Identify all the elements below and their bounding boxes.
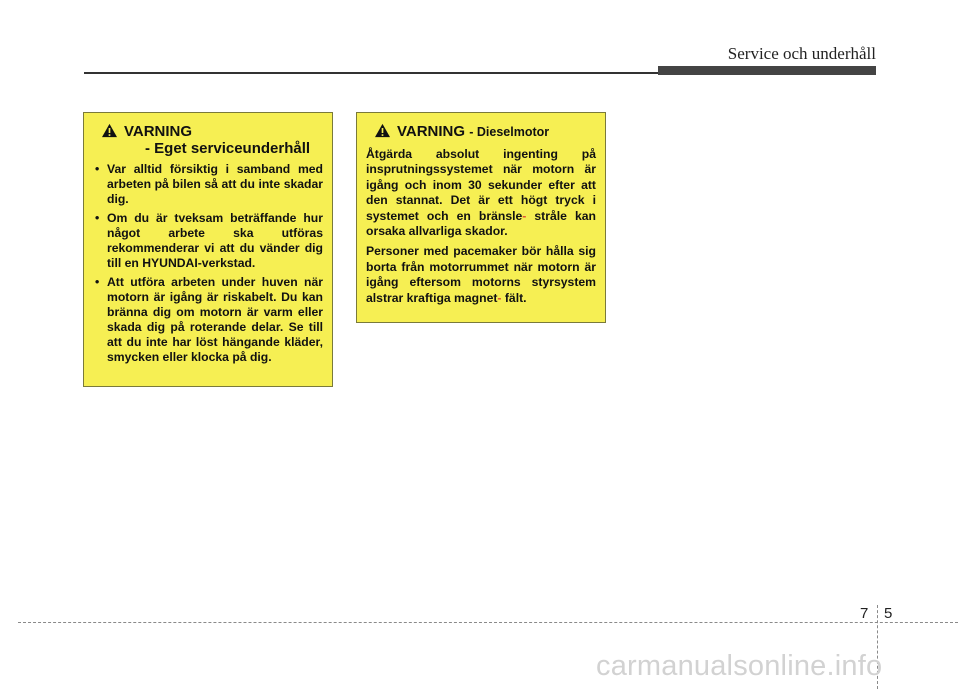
warning-subtitle: - Eget serviceunderhåll (145, 140, 311, 157)
list-item: • Om du är tveksam beträffande hur något arbete ska utföras rekommenderar vi att du vänder dig till en HYUNDAI-verkstad. (93, 211, 323, 271)
warning-triangle-icon (374, 123, 391, 138)
hyphen: - (522, 208, 527, 223)
warning-title-suffix: - Dieselmotor (469, 125, 550, 139)
page-number: 5 (884, 605, 893, 622)
warning-title-main: VARNING (397, 123, 466, 140)
list-item: • Var alltid försiktig i samband med arbeten på bilen så att du inte skadar dig. (93, 162, 323, 207)
header-rule (84, 72, 660, 74)
warning-box-diesel (356, 112, 606, 323)
watermark-text: carmanualsonline.info (596, 650, 883, 682)
paragraph-text-end: stråle kan orsaka allvarliga skador. (366, 208, 596, 239)
list-item: • Att utföra arbeten under huven när motorn är igång är riskabelt. Du kan bränna dig om motorn är varm eller skada dig på roterande delar. Se till att du inte har löst hängande kläder, smycken eller klocka på dig. (93, 275, 323, 365)
warning-title (397, 123, 549, 141)
header-rule-bold (658, 66, 876, 75)
section-title: Service och underhåll (727, 44, 876, 63)
warning-title: VARNING (124, 123, 193, 140)
hyphen: - (497, 290, 502, 305)
warning-paragraph-injection (366, 147, 596, 239)
paragraph-text: Åtgärda absolut ingenting på insprutningssystemet när motorn är igång och inom 30 sekunder efter att den stannat. Det är ett högt tryck i systemet och en bränsle (366, 147, 596, 223)
paragraph-text: Personer med pacemaker bör hålla sig borta från motorrummet när motorn är igång eftersom motorns styrsystem alstrar kraftiga magnet (366, 244, 596, 305)
warning-triangle-icon (101, 123, 118, 138)
warning-header (93, 123, 323, 140)
footer-rule (18, 622, 958, 623)
warning-header (366, 123, 596, 141)
warning-paragraph-pacemaker (366, 244, 596, 306)
chapter-number: 7 (860, 605, 869, 622)
paragraph-text-end: fält. (504, 290, 527, 305)
warning-box-service (83, 112, 333, 387)
warning-list (93, 162, 323, 365)
